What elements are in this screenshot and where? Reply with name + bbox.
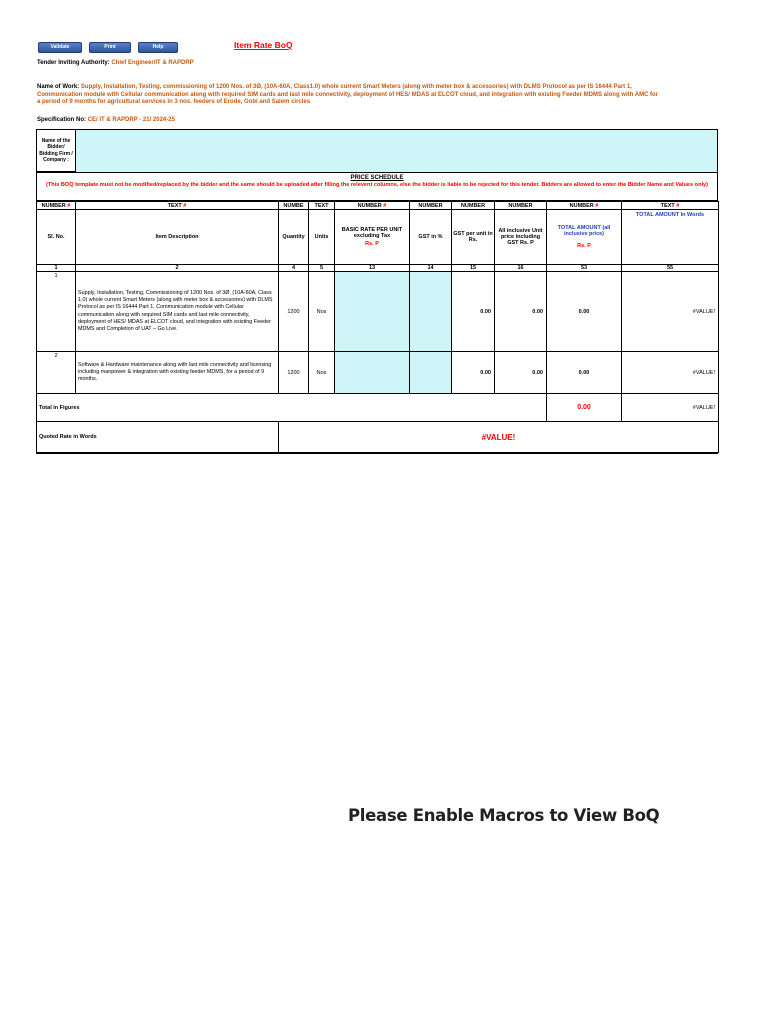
- col-number: 4: [279, 265, 309, 272]
- row-basic-rate-input[interactable]: [335, 352, 410, 394]
- row-quantity: 1200: [279, 272, 309, 352]
- specification-value: CE/ IT & RAPDRP - 21/ 2024-25: [87, 117, 175, 123]
- row-quantity: 1200: [279, 352, 309, 394]
- name-of-work-line1: Supply, Installation, Testing, commissioning of 1200 Nos. of 3Ø, (10A-60A, Class1.0) whole current Smart Meters (along with meter box & accessories) with DLMS Protocol as per IS 16444 Part 1,: [80, 84, 632, 90]
- help-button[interactable]: Help: [138, 42, 178, 53]
- tender-authority-label: Tender Inviting Authority:: [37, 60, 110, 66]
- quoted-rate-label: Quoted Rate in Words: [37, 422, 279, 453]
- name-of-work-line2: Communication module with Cellular communication along with required SIM cards and last mile connectivity, deployment of HES/ MDAS at ELCOT cloud, and integration with existing Feeder MDMS along with AMC for: [37, 91, 659, 98]
- specification-label: Specification No:: [37, 117, 87, 123]
- row-gst-per-unit: 0.00: [452, 272, 495, 352]
- row-sl: 1: [37, 272, 76, 352]
- row-amount-words: #VALUE!: [622, 352, 719, 394]
- col-number: 16: [495, 265, 547, 272]
- header-total-amount: [547, 210, 622, 265]
- tender-authority-value: Chief Engineer/IT & RAPDRP: [111, 60, 194, 66]
- row-units: Nos: [309, 272, 335, 352]
- header-amount-words: TOTAL AMOUNT In Words: [622, 210, 719, 265]
- col-number: 15: [452, 265, 495, 272]
- total-in-figures-words: #VALUE!: [622, 394, 719, 422]
- price-schedule-block: [36, 172, 718, 201]
- header-quantity: Quantity: [279, 210, 309, 265]
- row-gst-percent-input[interactable]: [410, 272, 452, 352]
- name-of-work-line3: a period of 9 months for agricultural services in 3 nos. feeders of Erode, Gobi and Salem circles: [37, 99, 311, 106]
- row-all-inclusive: 0.00: [495, 272, 547, 352]
- header-gst-percent: GST in %: [410, 210, 452, 265]
- row-description: Supply, Installation, Testing, Commissioning of 1200 Nos. of 3Ø, (10A-60A, Class 1.0) whole current Smart Meters (along with meter box & accessories) with DLMS Protocol as per IS 16444 Part 1, Communication module with Cellular communication along with required SIM cards and last mile connectivity, deployment of HES/ MDAS at ELCOT cloud, and integration with existing Feeder MDMS and Completion of UAT – Go Live.: [76, 272, 279, 352]
- header-basic-rate-currency: Rs. P: [365, 241, 379, 247]
- bidder-label: Name of the Bidder/ Bidding Firm / Company :: [37, 130, 76, 172]
- validate-button[interactable]: Validate: [38, 42, 82, 53]
- col-number: 55: [622, 265, 719, 272]
- col-number: 2: [76, 265, 279, 272]
- type-cell: NUMBER: [495, 201, 547, 210]
- header-gst-per-unit: GST per unit in Rs.: [452, 210, 495, 265]
- col-number: 1: [37, 265, 76, 272]
- specification: [37, 117, 175, 123]
- boq-table: [36, 201, 718, 454]
- row-all-inclusive: 0.00: [495, 352, 547, 394]
- enable-macros-notice: Please Enable Macros to View BoQ: [348, 806, 660, 825]
- col-number: 53: [547, 265, 622, 272]
- row-description: Software & Hardware maintenance along with last mile connectivity and licensing including manpower & integration with existing feeder MDMS, for a period of 9 months.: [76, 352, 279, 394]
- row-sl: 2: [37, 352, 76, 394]
- bidder-block: [36, 129, 718, 173]
- col-number: 5: [309, 265, 335, 272]
- quoted-rate-value: #VALUE!: [279, 422, 719, 453]
- col-number: 14: [410, 265, 452, 272]
- print-button[interactable]: Print: [89, 42, 131, 53]
- header-basic-rate: [335, 210, 410, 265]
- type-cell: TEXT #: [622, 201, 719, 210]
- type-cell: NUMBER: [452, 201, 495, 210]
- header-total-amount-currency: Rs. P: [577, 243, 591, 249]
- row-total-amount: 0.00: [547, 352, 622, 394]
- type-cell: TEXT: [309, 201, 335, 210]
- price-schedule-note: (This BOQ template must not be modified/replaced by the bidder and the same should be uploaded after filling the relevent columns, else the bidder is liable to be rejected for this tender. Bidders are allowed to enter the Bidder Name and Values only): [45, 182, 709, 188]
- row-gst-percent-input[interactable]: [410, 352, 452, 394]
- total-in-figures-value: 0.00: [547, 394, 622, 422]
- header-total-amount-label: TOTAL AMOUNT (all inclusive price): [557, 225, 611, 237]
- header-description: Item Description: [76, 210, 279, 265]
- bidder-name-input[interactable]: [76, 130, 717, 172]
- header-all-inclusive: All inclusive Unit price including GST Rs. P: [495, 210, 547, 265]
- type-cell: NUMBER: [410, 201, 452, 210]
- row-units: Nos: [309, 352, 335, 394]
- page-title: Item Rate BoQ: [234, 40, 293, 50]
- type-cell: TEXT #: [76, 201, 279, 210]
- row-amount-words: #VALUE!: [622, 272, 719, 352]
- type-cell: NUMBE: [279, 201, 309, 210]
- header-basic-rate-label: BASIC RATE PER UNIT excluding Tax: [341, 227, 403, 239]
- name-of-work-label: Name of Work:: [37, 84, 80, 90]
- header-units: Units: [309, 210, 335, 265]
- tender-authority: [37, 60, 194, 66]
- type-cell: NUMBER #: [37, 201, 76, 210]
- header-sl: Sl. No.: [37, 210, 76, 265]
- name-of-work: [37, 84, 727, 107]
- row-total-amount: 0.00: [547, 272, 622, 352]
- total-in-figures-label: Total in Figures: [37, 394, 547, 422]
- row-gst-per-unit: 0.00: [452, 352, 495, 394]
- type-cell: NUMBER #: [335, 201, 410, 210]
- row-basic-rate-input[interactable]: [335, 272, 410, 352]
- col-number: 13: [335, 265, 410, 272]
- type-cell: NUMBER #: [547, 201, 622, 210]
- price-schedule-title: PRICE SCHEDULE: [350, 175, 404, 181]
